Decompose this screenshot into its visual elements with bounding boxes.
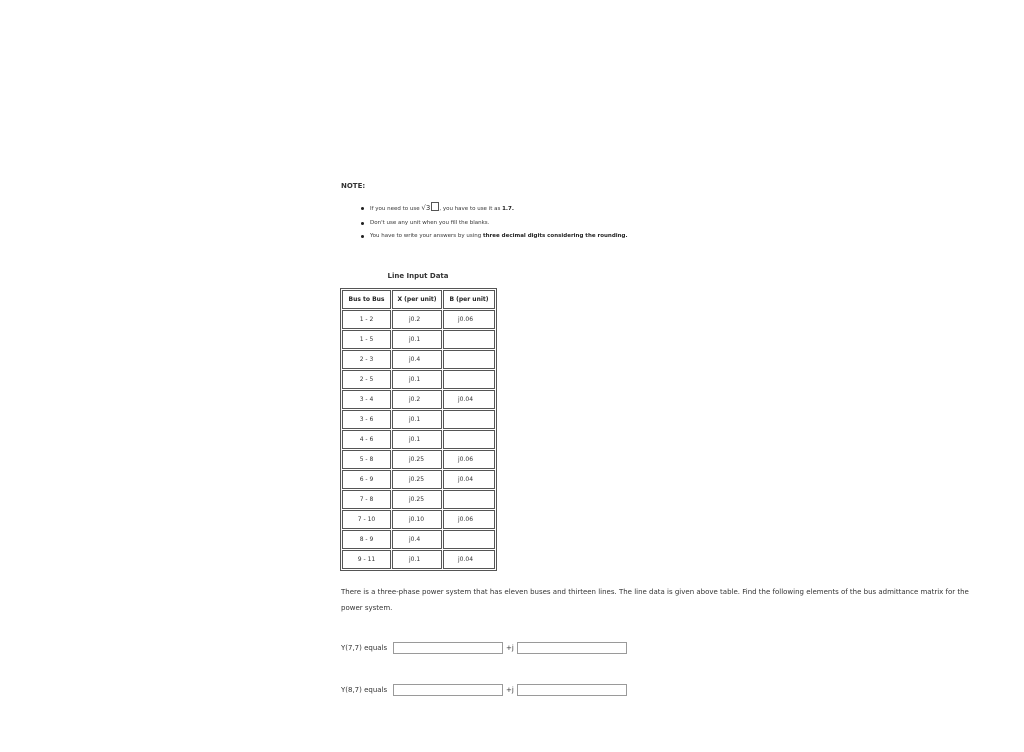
cell-x: j0.2 bbox=[392, 310, 442, 329]
cell-b: j0.04 bbox=[443, 390, 495, 409]
cell-x: j0.4 bbox=[392, 530, 442, 549]
cell-bus: 2 - 3 bbox=[342, 350, 391, 369]
cell-b bbox=[443, 490, 495, 509]
cell-b: j0.04 bbox=[443, 470, 495, 489]
table-row bbox=[342, 550, 495, 569]
cell-bus: 7 - 8 bbox=[342, 490, 391, 509]
table-row bbox=[342, 510, 495, 529]
note-list bbox=[360, 200, 628, 243]
table-row bbox=[342, 370, 495, 389]
table-row bbox=[342, 410, 495, 429]
note-text: , you have to use it as bbox=[439, 206, 503, 212]
cell-b: j0.06 bbox=[443, 450, 495, 469]
table-row bbox=[342, 330, 495, 349]
y87-real-input[interactable] bbox=[393, 684, 503, 696]
note-text: If you need to use bbox=[370, 206, 422, 212]
cell-x: j0.1 bbox=[392, 550, 442, 569]
y77-imag-input[interactable] bbox=[517, 642, 627, 654]
note-item-units bbox=[360, 217, 628, 230]
note-text: Don't use any unit when you fill the blanks. bbox=[370, 220, 490, 226]
cell-bus: 3 - 4 bbox=[342, 390, 391, 409]
cell-x: j0.25 bbox=[392, 470, 442, 489]
answer-label: Y(7,7) equals bbox=[341, 644, 388, 652]
column-header-x: X (per unit) bbox=[392, 290, 442, 309]
note-value: 1.7. bbox=[502, 206, 514, 212]
cell-x: j0.10 bbox=[392, 510, 442, 529]
cell-b: j0.06 bbox=[443, 510, 495, 529]
cell-b bbox=[443, 350, 495, 369]
table-caption: Line Input Data bbox=[387, 272, 449, 280]
plus-j-separator: +j bbox=[506, 686, 514, 694]
cell-bus: 1 - 5 bbox=[342, 330, 391, 349]
table-row bbox=[342, 390, 495, 409]
column-header-b: B (per unit) bbox=[443, 290, 495, 309]
problem-statement: There is a three-phase power system that has eleven buses and thirteen lines. The line data is given above table. Find the following elements of the bus admittance matrix for the power system. bbox=[341, 588, 969, 612]
answer-row-y87 bbox=[341, 683, 627, 697]
cell-x: j0.4 bbox=[392, 350, 442, 369]
cell-bus: 1 - 2 bbox=[342, 310, 391, 329]
cell-b bbox=[443, 530, 495, 549]
cell-b: j0.04 bbox=[443, 550, 495, 569]
table-body bbox=[342, 310, 495, 569]
table-row bbox=[342, 350, 495, 369]
note-item-sqrt bbox=[360, 200, 628, 217]
cell-bus: 6 - 9 bbox=[342, 470, 391, 489]
cell-bus: 4 - 6 bbox=[342, 430, 391, 449]
note-item-rounding bbox=[360, 230, 628, 243]
cell-x: j0.2 bbox=[392, 390, 442, 409]
table-row bbox=[342, 430, 495, 449]
note-text: You have to write your answers by using bbox=[370, 233, 484, 239]
y87-imag-input[interactable] bbox=[517, 684, 627, 696]
table-row bbox=[342, 310, 495, 329]
cell-b bbox=[443, 370, 495, 389]
cell-b bbox=[443, 330, 495, 349]
cell-x: j0.1 bbox=[392, 370, 442, 389]
cell-x: j0.25 bbox=[392, 490, 442, 509]
table-row bbox=[342, 450, 495, 469]
cell-bus: 7 - 10 bbox=[342, 510, 391, 529]
column-header-bus: Bus to Bus bbox=[342, 290, 391, 309]
answer-label: Y(8,7) equals bbox=[341, 686, 388, 694]
cell-b: j0.06 bbox=[443, 310, 495, 329]
cell-bus: 5 - 8 bbox=[342, 450, 391, 469]
plus-j-separator: +j bbox=[506, 644, 514, 652]
note-emphasis: three decimal digits considering the rounding. bbox=[483, 233, 628, 239]
cell-b bbox=[443, 410, 495, 429]
cell-bus: 8 - 9 bbox=[342, 530, 391, 549]
cell-bus: 2 - 5 bbox=[342, 370, 391, 389]
cell-x: j0.1 bbox=[392, 410, 442, 429]
table-row bbox=[342, 530, 495, 549]
answer-row-y77 bbox=[341, 641, 627, 655]
line-input-data-table bbox=[340, 288, 497, 571]
y77-real-input[interactable] bbox=[393, 642, 503, 654]
cell-x: j0.1 bbox=[392, 430, 442, 449]
table-row bbox=[342, 490, 495, 509]
sqrt-symbol: √3 bbox=[421, 204, 431, 212]
cell-b bbox=[443, 430, 495, 449]
cell-bus: 9 - 11 bbox=[342, 550, 391, 569]
cell-x: j0.25 bbox=[392, 450, 442, 469]
cell-x: j0.1 bbox=[392, 330, 442, 349]
note-title: NOTE: bbox=[341, 182, 366, 190]
table-row bbox=[342, 470, 495, 489]
cell-bus: 3 - 6 bbox=[342, 410, 391, 429]
